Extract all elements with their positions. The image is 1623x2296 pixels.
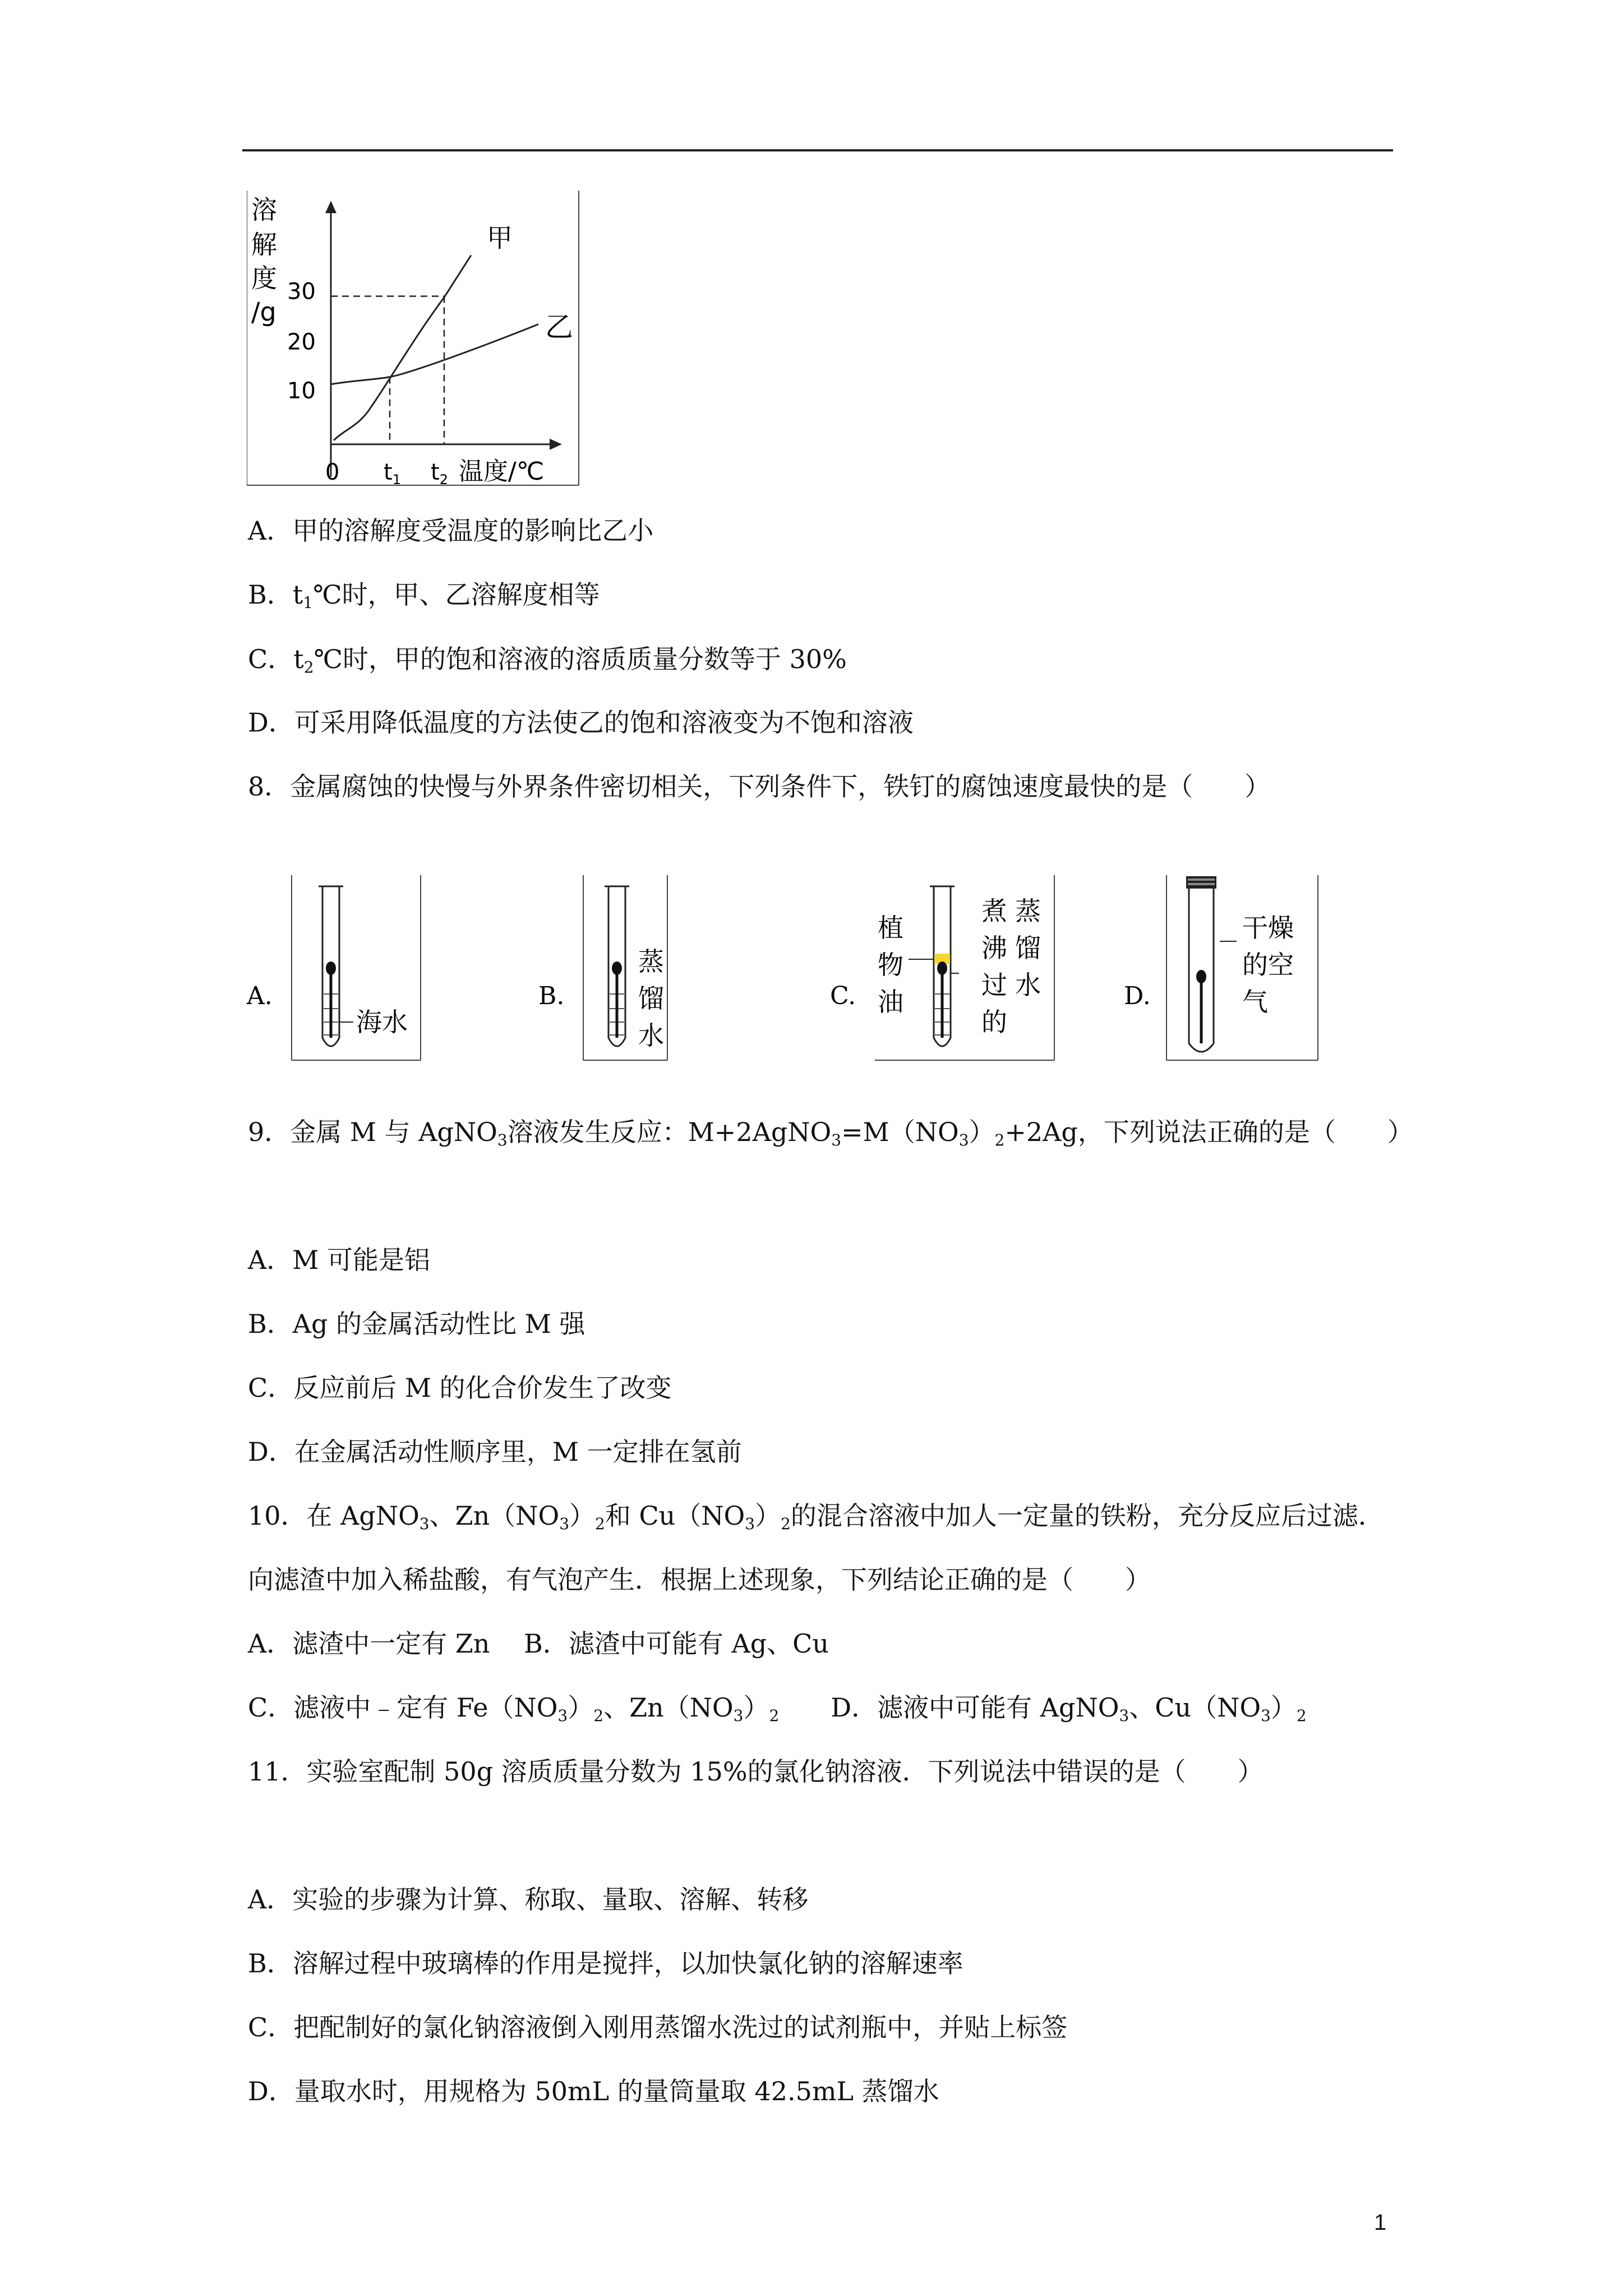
q8-test-tubes: [241, 875, 1324, 1077]
tube-c-right-1: 蒸: [1015, 896, 1041, 926]
tube-c-mid-3: 过: [981, 970, 1007, 1000]
tube-c-right-2: 馏: [1015, 933, 1041, 963]
q11-option-c: C．把配制好的氯化钠溶液倒入刚用蒸馏水洗过的试剂瓶中，并贴上标签: [248, 2012, 1068, 2042]
curve-label-jia: 甲: [487, 223, 513, 253]
tube-c-left-1: 植: [878, 913, 903, 943]
q10-stem-line-1: 10．在 AgNO$_3$、$Zn(NO_3)_2$和 $Cu(NO_3)_2$的混合溶液中加人一定量的铁粉，充分反应后过滤．: [248, 1501, 1384, 1533]
q10-options-cd: C．滤液中﹣定有 $Fe(NO_3)_2$、$Zn(NO_3)_2$ D．滤液中可能有 AgNO$_3$、$Cu(NO_3)_2$: [248, 1692, 1307, 1725]
q7-option-c: C．$t_2℃$时，甲的饱和溶液的溶质质量分数等于 30%: [248, 644, 847, 677]
x-tick-t2: $t_2$: [431, 459, 448, 487]
q9-option-a: A．M 可能是铝: [248, 1245, 430, 1275]
tube-c-mid-1: 煮: [981, 896, 1007, 926]
q7-option-b: B．$t_1℃$时，甲、乙溶解度相等: [248, 579, 600, 612]
q11-stem: 11．实验室配制 50g 溶质质量分数为 15%的氯化钠溶液．下列说法中错误的是（ ）: [248, 1756, 1264, 1787]
q7-option-d: D．可采用降低温度的方法使乙的饱和溶液变为不饱和溶液: [248, 707, 914, 738]
tube-a-text: 海水: [356, 1007, 408, 1037]
tube-c-right-3: 水: [1015, 970, 1041, 1000]
tube-b: [583, 875, 667, 1060]
tube-c-left-2: 物: [878, 950, 903, 980]
tube-a-label: A.: [247, 982, 273, 1010]
tube-d-label: D.: [1124, 982, 1151, 1010]
tube-c: [875, 875, 1054, 1060]
y-tick-30: 30: [287, 279, 316, 305]
tube-d: [1166, 875, 1318, 1060]
tube-d-text-3: 气: [1242, 987, 1268, 1017]
y-axis-title-4: /g: [251, 297, 276, 327]
tube-b-text-1: 蒸: [638, 946, 664, 977]
tube-a: [292, 875, 421, 1060]
x-tick-0: 0: [325, 459, 340, 485]
tube-c-mid-4: 的: [981, 1007, 1007, 1037]
tube-c-left-3: 油: [878, 987, 903, 1017]
q11-option-d: D．量取水时，用规格为 50mL 的量筒量取 42.5mL 蒸馏水: [248, 2076, 939, 2106]
tube-c-label: C.: [830, 982, 856, 1010]
y-axis-title-2: 解: [251, 229, 277, 260]
tube-b-label: B.: [538, 982, 565, 1010]
tube-b-text-3: 水: [638, 1020, 664, 1051]
q9-option-b: B．Ag 的金属活动性比 M 强: [248, 1309, 585, 1339]
tube-c-mid-2: 沸: [981, 933, 1007, 963]
x-tick-t1: $t_1$: [384, 459, 401, 487]
q9-option-d: D．在金属活动性顺序里，M 一定排在氢前: [248, 1437, 742, 1467]
q7-option-a: A．甲的溶解度受温度的影响比乙小: [248, 516, 654, 546]
x-axis-title: 温度/℃: [459, 457, 545, 486]
y-axis-title-3: 度: [251, 263, 277, 293]
q10-options-ab: A．滤渣中一定有 Zn B．滤渣中可能有 Ag、Cu: [248, 1628, 829, 1659]
solubility-graph: [247, 191, 583, 494]
y-tick-10: 10: [287, 378, 316, 404]
q11-option-b: B．溶解过程中玻璃棒的作用是搅拌，以加快氯化钠的溶解速率: [248, 1948, 963, 1978]
q9-stem: 9．金属 M 与 AgNO$_3$溶液发生反应：$M+2AgNO_3=M(NO_3)_2+2Ag$，下列说法正确的是（ ）: [248, 1117, 1413, 1149]
q11-option-a: A．实验的步骤为计算、称取、量取、溶解、转移: [248, 1884, 809, 1915]
tube-d-text-1: 干燥: [1242, 913, 1294, 943]
y-tick-20: 20: [287, 329, 316, 355]
tube-d-text-2: 的空: [1242, 950, 1294, 980]
y-axis-title-1: 溶: [251, 195, 277, 225]
curve-label-yi: 乙: [545, 311, 573, 343]
q8-stem: 8．金属腐蚀的快慢与外界条件密切相关，下列条件下，铁钉的腐蚀速度最快的是（ ）: [248, 771, 1271, 802]
header-rule: [242, 149, 1393, 151]
q9-option-c: C．反应前后 M 的化合价发生了改变: [248, 1373, 672, 1403]
tube-b-text-2: 馏: [638, 983, 664, 1014]
page-number: 1: [1374, 2210, 1387, 2235]
q10-stem-line-2: 向滤渣中加入稀盐酸，有气泡产生．根据上述现象，下列结论正确的是（ ）: [248, 1565, 1151, 1595]
